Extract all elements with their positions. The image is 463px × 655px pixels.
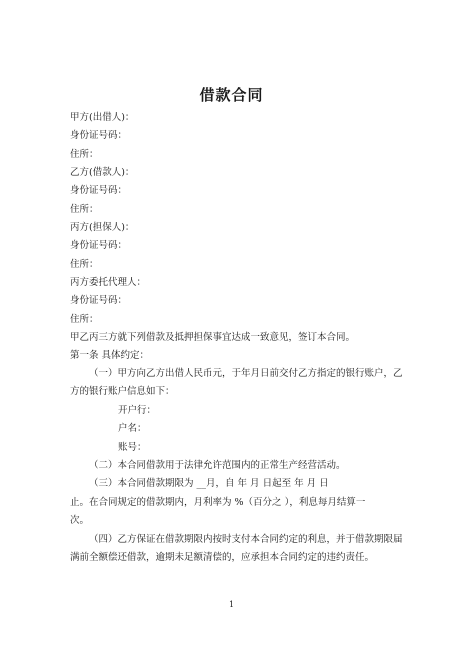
guarantor-address-line: 住所： (70, 259, 99, 270)
clause-1-line-1: （一）甲方向乙方出借人民币元，于年月日前交付乙方指定的银行账户，乙 (89, 368, 403, 379)
guarantor-id-line: 身份证号码： (70, 240, 128, 251)
agreement-intro-line: 甲乙丙三方就下列借款及抵押担保事宜达成一致意见，签订本合同。 (70, 332, 356, 343)
clause-3-line-3: 次。 (70, 515, 90, 526)
clause-4-line-2: 满前全额偿还借款，逾期未足额清偿的，应承担本合同约定的违约责任。 (70, 552, 375, 563)
agent-address-line: 住所： (70, 314, 99, 325)
lender-id-line: 身份证号码： (70, 130, 128, 141)
account-holder-field: 户名： (118, 423, 147, 434)
agent-id-line: 身份证号码： (70, 295, 128, 306)
clause-2-line: （二）本合同借款用于法律允许范围内的正常生产经营活动。 (89, 460, 346, 471)
borrower-address-line: 住所： (70, 204, 99, 215)
clause-3-line-2: 止。在合同规定的借款期内，月利率为 %（百分之 ），利息每月结算一 (70, 497, 366, 508)
lender-line: 甲方(出借人)： (70, 112, 135, 123)
document-title: 借款合同 (199, 86, 264, 104)
account-number-field: 账号： (118, 442, 147, 453)
bank-name-field: 开户行： (118, 405, 157, 416)
lender-address-line: 住所： (70, 149, 99, 160)
clause-3-line-1: （三）本合同借款期限为 __月，自 年 月 日起至 年 月 日 (89, 478, 329, 489)
guarantor-line: 丙方(担保人)： (70, 222, 135, 233)
clause-4-line-1: （四）乙方保证在借款期限内按时支付本合同约定的利息，并于借款期限届 (89, 534, 403, 545)
borrower-id-line: 身份证号码： (70, 185, 128, 196)
borrower-line: 乙方(借款人)： (70, 167, 135, 178)
clause-1-line-2: 方的银行账户信息如下： (70, 386, 175, 397)
page-number: 1 (228, 600, 235, 609)
agent-line: 丙方委托代理人： (70, 277, 147, 288)
article-one-heading: 第一条 具体约定： (70, 350, 150, 361)
